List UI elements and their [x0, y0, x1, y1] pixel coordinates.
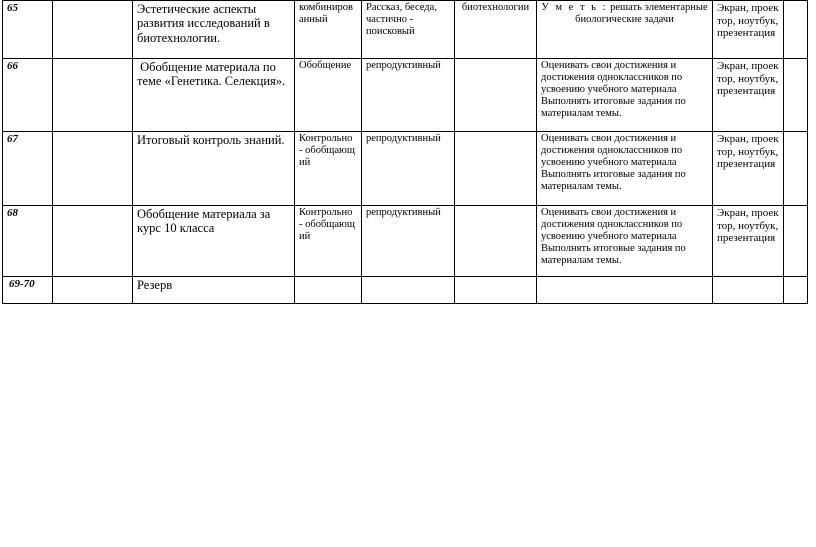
lesson-topic: Резерв — [133, 277, 295, 304]
student-requirements — [537, 59, 713, 132]
equipment: Экран, проектор, ноутбук, презентация — [713, 206, 784, 277]
requirement-tasks: Выполнять итоговые задания по материалам темы. — [541, 169, 686, 193]
lesson-plan-table — [2, 0, 808, 304]
lesson-topic: Обобщение материала за курс 10 класса — [133, 206, 295, 277]
lesson-topic: Итоговый контроль знаний. — [133, 132, 295, 206]
skills-label: У м е т ь : — [541, 2, 608, 13]
requirement-tasks: Выполнять итоговые задания по материалам темы. — [541, 96, 686, 120]
lesson-type: Контрольно - обобщающий — [295, 206, 362, 277]
empty-cell — [295, 277, 362, 304]
empty-cell — [784, 132, 808, 206]
equipment: Экран, проектор, ноутбук, презентация — [713, 1, 784, 59]
equipment: Экран, проектор, ноутбук, презентация — [713, 59, 784, 132]
empty-cell — [784, 206, 808, 277]
lesson-content: биотехнологии — [455, 1, 537, 59]
date-cell — [53, 206, 133, 277]
lesson-topic: Эстетические аспекты развития исследований в биотехнологии. — [133, 1, 295, 59]
date-cell — [53, 59, 133, 132]
date-cell — [53, 1, 133, 59]
equipment: Экран, проектор, ноутбук, презентация — [713, 132, 784, 206]
lesson-type: Контрольно - обобщающий — [295, 132, 362, 206]
empty-cell — [713, 277, 784, 304]
lesson-type: комбинированный — [295, 1, 362, 59]
teaching-method: репродуктивный — [362, 132, 455, 206]
student-requirements — [537, 1, 713, 59]
lesson-content — [455, 206, 537, 277]
date-cell — [53, 132, 133, 206]
date-cell — [53, 277, 133, 304]
student-requirements — [537, 132, 713, 206]
lesson-content — [455, 59, 537, 132]
empty-cell — [784, 59, 808, 132]
lesson-content — [455, 132, 537, 206]
table-row — [3, 132, 808, 206]
empty-cell — [362, 277, 455, 304]
empty-cell — [537, 277, 713, 304]
lesson-topic: Обобщение материала по теме «Генетика. Селекция». — [133, 59, 295, 132]
requirement-tasks: Выполнять итоговые задания по материалам темы. — [541, 243, 686, 267]
requirement-assess: Оценивать свои достижения и достижения одноклассников по усвоению учебного материала — [541, 133, 683, 169]
lesson-type: Обобщение — [295, 59, 362, 132]
empty-cell — [455, 277, 537, 304]
lesson-number: 65 — [3, 1, 53, 59]
table-row — [3, 277, 808, 304]
empty-cell — [784, 1, 808, 59]
table-row — [3, 206, 808, 277]
teaching-method: репродуктивный — [362, 59, 455, 132]
table-row — [3, 1, 808, 59]
lesson-number: 66 — [3, 59, 53, 132]
lesson-number: 67 — [3, 132, 53, 206]
requirement-assess: Оценивать свои достижения и достижения одноклассников по усвоению учебного материала — [541, 60, 683, 96]
student-requirements — [537, 206, 713, 277]
lesson-number: 69-70 — [3, 277, 53, 304]
empty-cell — [784, 277, 808, 304]
lesson-number: 68 — [3, 206, 53, 277]
teaching-method: Рассказ, беседа, частично - поисковый — [362, 1, 455, 59]
table-row — [3, 59, 808, 132]
skills-text: решать элементарные биологические задачи — [575, 2, 708, 26]
teaching-method: репродуктивный — [362, 206, 455, 277]
requirement-assess: Оценивать свои достижения и достижения одноклассников по усвоению учебного материала — [541, 207, 683, 243]
